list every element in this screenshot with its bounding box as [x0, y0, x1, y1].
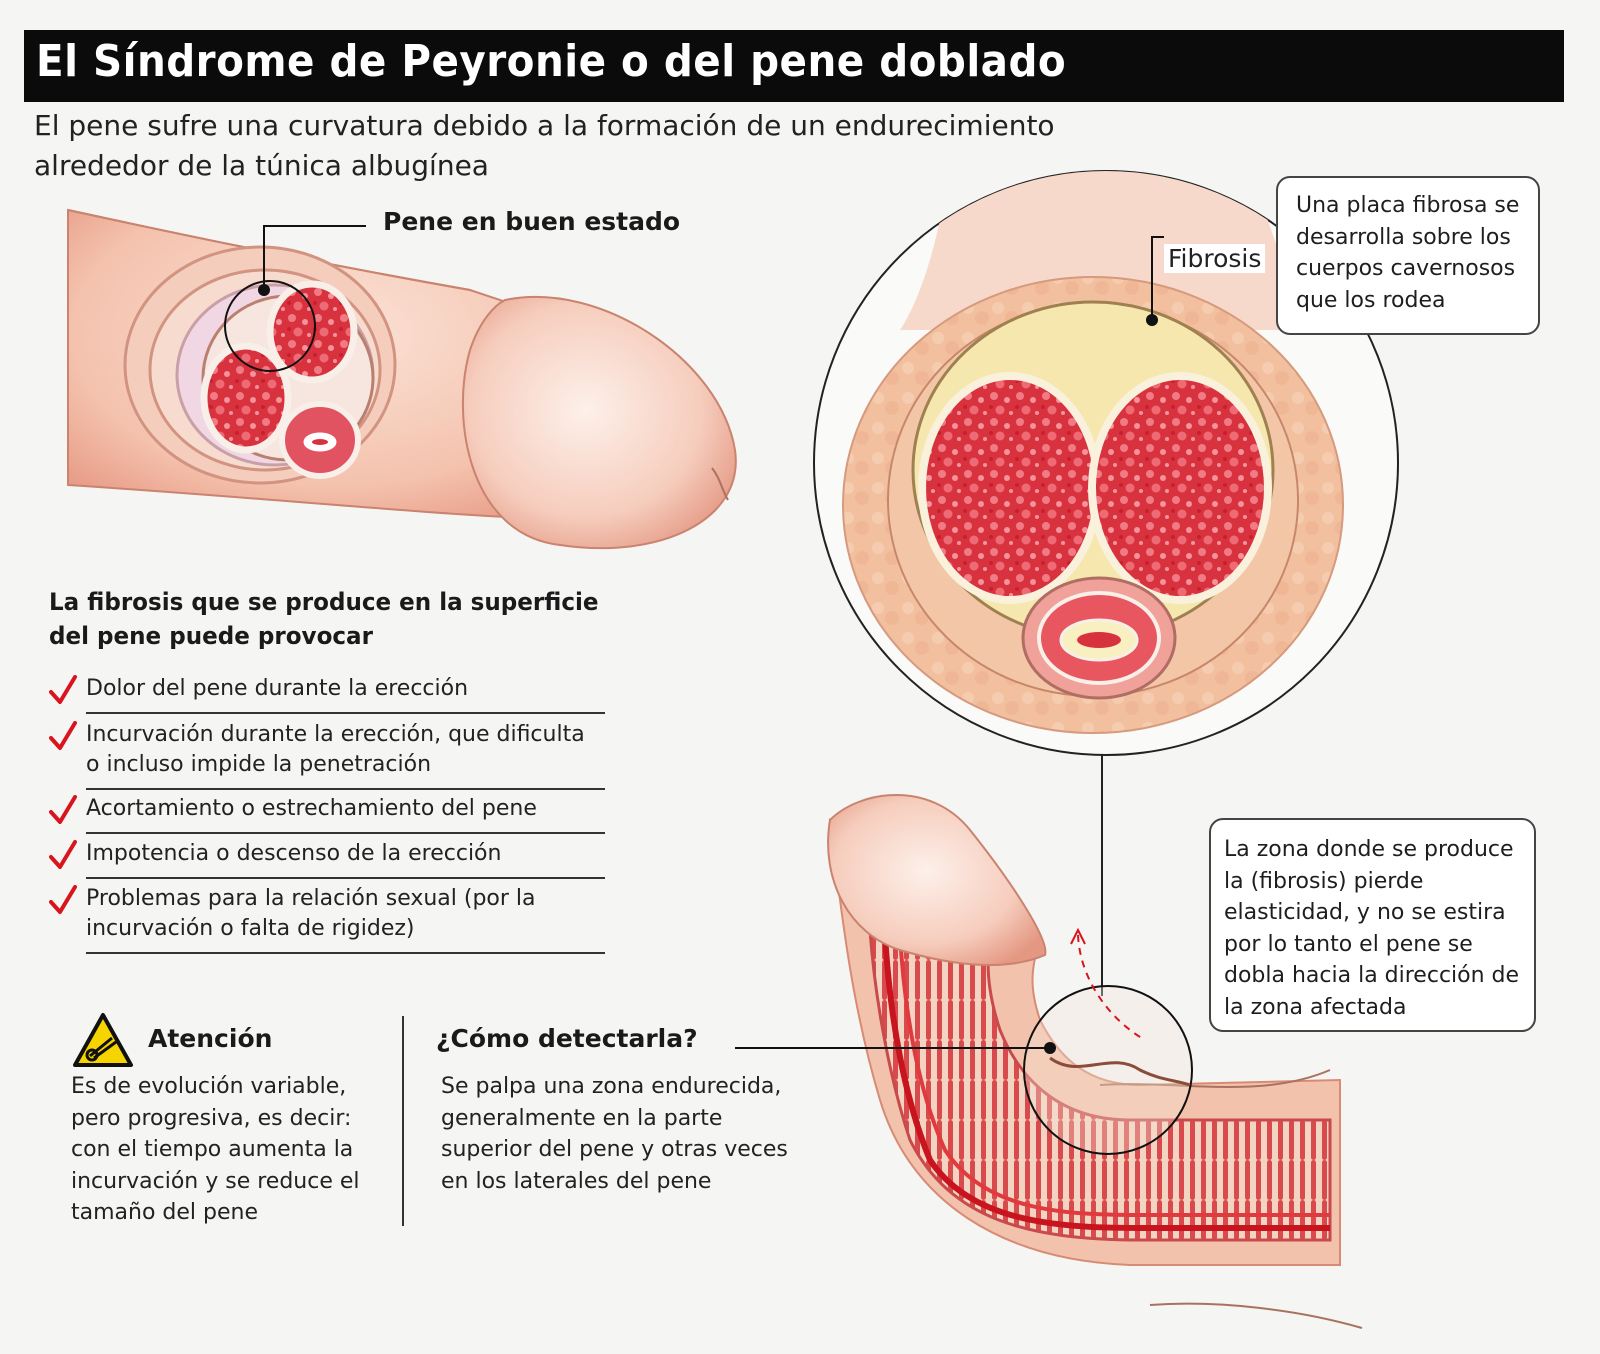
warning-icon — [72, 1012, 134, 1068]
effect-text: Incurvación durante la erección, que dificulta o incluso impide la penetración — [86, 716, 605, 790]
effect-text: Dolor del pene durante la erección — [86, 670, 605, 714]
healthy-penis-label: Pene en buen estado — [383, 207, 681, 236]
plaque-callout: Una placa fibrosa se desarrolla sobre los cuerpos cavernosos que los rodea — [1276, 176, 1540, 335]
list-item — [49, 670, 605, 716]
healthy-penis-illustration — [68, 210, 736, 548]
list-item — [49, 790, 605, 835]
zone-callout: La zona donde se produce la (fibrosis) pierde elasticidad, y no se estira por lo tanto el pene se dobla hacia la dirección de la zona afectada — [1209, 818, 1536, 1032]
attention-title: Atención — [148, 1024, 273, 1053]
attention-body: Es de evolución variable, pero progresiva, es decir: con el tiempo aumenta la incurvación y se reduce el tamaño del pene — [71, 1074, 360, 1225]
check-icon — [49, 675, 77, 705]
effect-text: Impotencia o descenso de la erección — [86, 835, 605, 879]
list-item — [49, 880, 605, 954]
check-icon — [49, 795, 77, 825]
check-icon — [49, 840, 77, 870]
check-icon — [49, 885, 77, 915]
list-item — [49, 835, 605, 880]
effect-text: Problemas para la relación sexual (por la incurvación o falta de rigidez) — [86, 880, 605, 954]
fibrosis-label: Fibrosis — [1164, 244, 1265, 273]
list-item — [49, 716, 605, 790]
detect-title: ¿Cómo detectarla? — [436, 1024, 698, 1053]
detect-body: Se palpa una zona endurecida, generalmente en la parte superior del pene y otras veces en los laterales del pene — [441, 1074, 788, 1194]
check-icon — [49, 721, 77, 751]
section-divider — [402, 1016, 404, 1226]
effect-text: Acortamiento o estrechamiento del pene — [86, 790, 605, 834]
subtitle: El pene sufre una curvatura debido a la formación de un endurecimiento alrededor de la túnica albugínea — [34, 109, 1055, 182]
effects-heading: La fibrosis que se produce en la superficie del pene puede provocar — [49, 588, 599, 650]
page-title: El Síndrome de Peyronie o del pene doblado — [36, 36, 1067, 87]
effects-list — [49, 670, 605, 954]
